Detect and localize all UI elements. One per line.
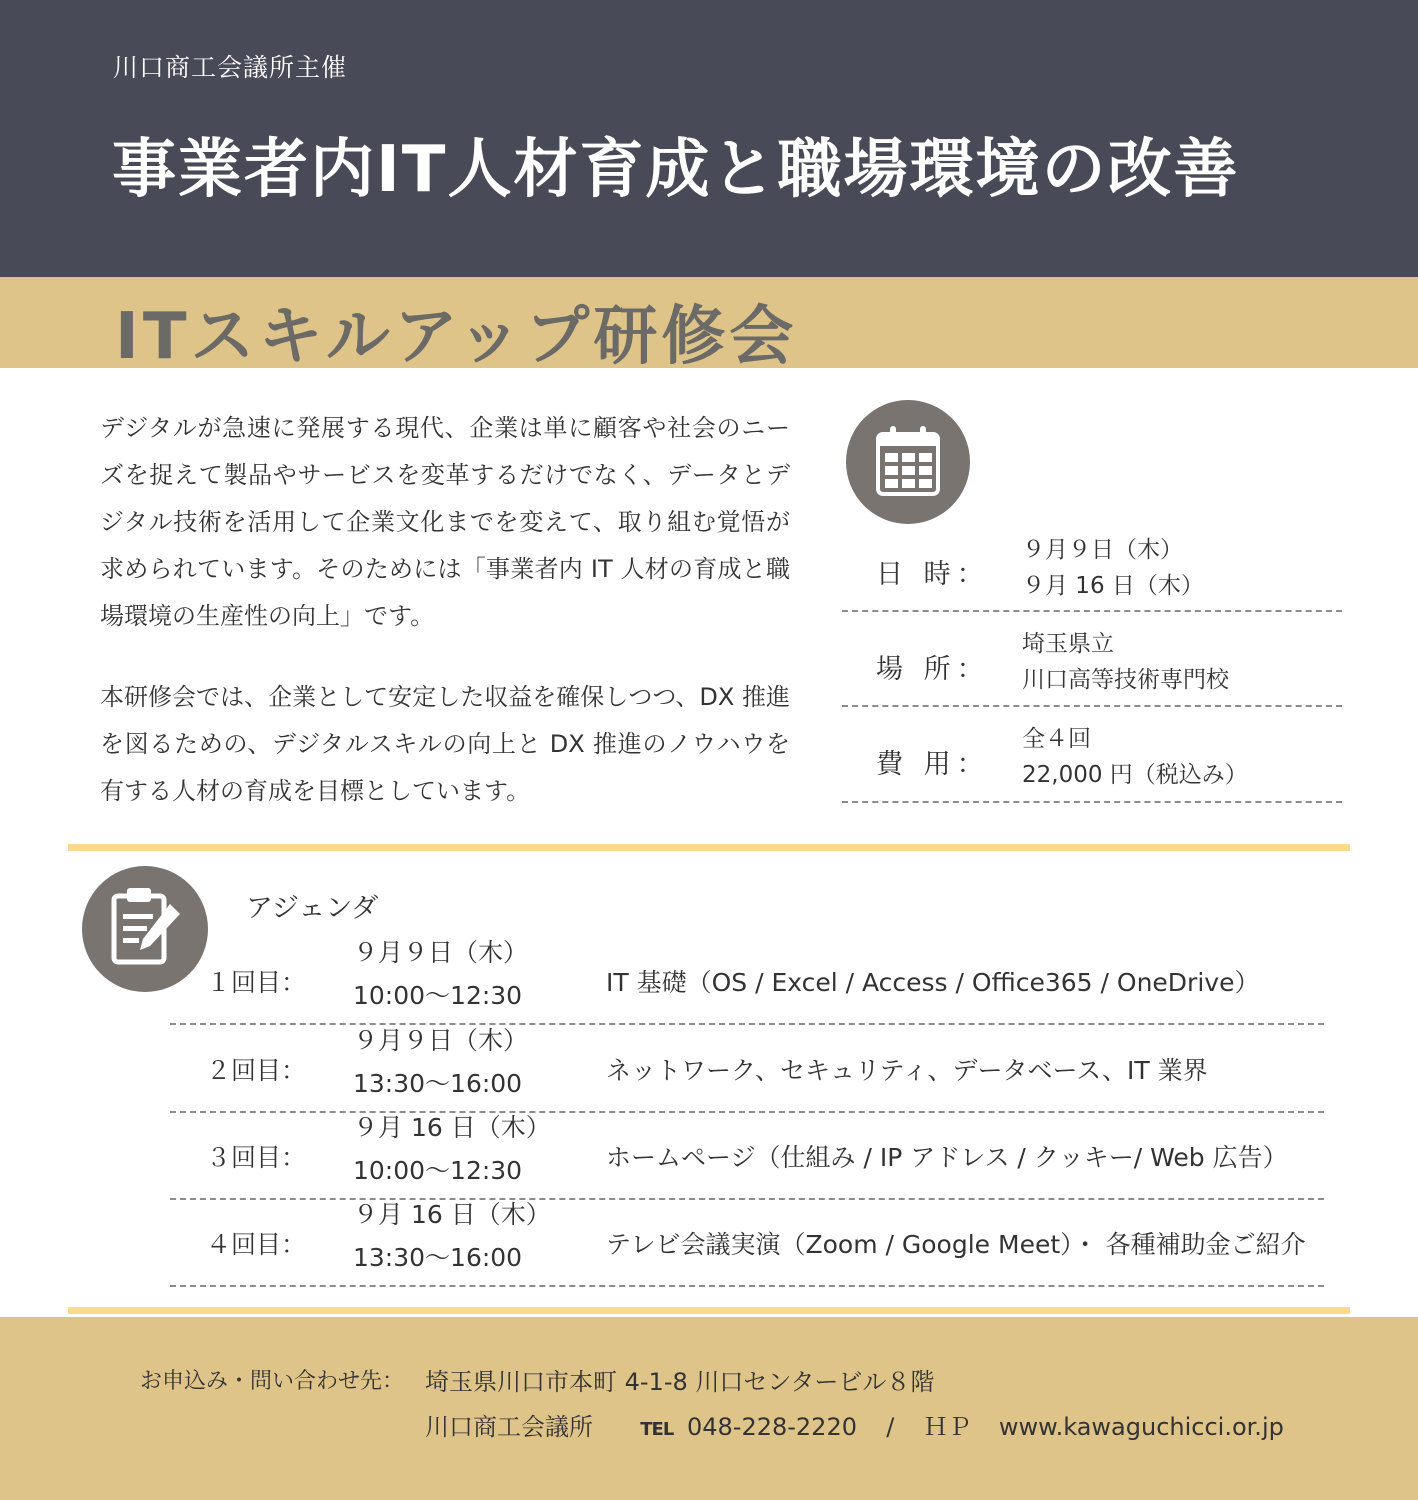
agenda-topic: IT 基礎（OS / Excel / Access / Office365 / OneDrive）	[606, 968, 1260, 997]
agenda-row-4	[170, 1199, 1324, 1287]
agenda-time: 13:30～16:00	[353, 1069, 523, 1098]
info-label-place: 場 所：	[876, 654, 990, 685]
main-title: 事業者内IT人材育成と職場環境の改善	[112, 133, 1240, 207]
hp-label: ＨＰ	[923, 1413, 972, 1441]
agenda-date: ９月９日（木）	[353, 938, 529, 967]
agenda-number: ４回目：	[206, 1230, 307, 1259]
intro-paragraph-2: 本研修会では、企業として安定した収益を確保しつつ、DX 推進を図るための、デジタルスキルの向上と DX 推進のノウハウを有する人材の育成を目標としています。	[100, 683, 790, 805]
info-row-fee	[842, 707, 1342, 803]
organizer-text: 川口商工会議所主催	[113, 53, 348, 82]
calendar-icon	[846, 400, 970, 524]
agenda-date: ９月 16 日（木）	[353, 1113, 551, 1142]
divider-bottom	[68, 1307, 1350, 1314]
intro-text	[100, 405, 790, 849]
agenda-title: アジェンダ	[246, 893, 379, 924]
agenda-time: 13:30～16:00	[353, 1243, 523, 1272]
agenda-row-3	[170, 1112, 1324, 1200]
agenda-time: 10:00～12:30	[353, 1156, 523, 1185]
agenda-row-2	[170, 1025, 1324, 1113]
contact-details	[425, 1407, 1284, 1442]
divider-top	[68, 844, 1350, 851]
agenda-datetime	[353, 1019, 528, 1105]
info-row-place	[842, 612, 1342, 707]
info-label-date: 日 時：	[876, 559, 990, 590]
agenda-number: １回目：	[206, 968, 307, 997]
contact-org: 川口商工会議所	[425, 1413, 593, 1441]
info-label-fee: 費 用：	[876, 749, 990, 780]
info-place-line1: 埼玉県立	[1022, 631, 1114, 657]
agenda-time: 10:00～12:30	[353, 981, 523, 1010]
agenda-row-1	[170, 937, 1324, 1025]
contact-separator: /	[886, 1413, 895, 1441]
agenda-date: ９月 16 日（木）	[353, 1200, 551, 1229]
info-date-line2: ９月 16 日（木）	[1022, 573, 1204, 599]
info-row-date	[842, 528, 1342, 612]
agenda-topic: ネットワーク、セキュリティ、データベース、IT 業界	[606, 1056, 1208, 1085]
contact-tel[interactable]: 048-228-2220	[686, 1413, 857, 1441]
tel-icon: TEL	[640, 1419, 674, 1440]
agenda-datetime	[353, 1106, 551, 1192]
agenda-topic: ホームページ（仕組み / IP アドレス / クッキー/ Web 広告）	[606, 1143, 1288, 1172]
info-place-line2: 川口高等技術専門校	[1022, 667, 1229, 693]
info-value-fee	[1022, 721, 1248, 793]
agenda-datetime	[353, 1193, 551, 1279]
info-value-date	[1022, 532, 1204, 604]
website-link[interactable]: www.kawaguchicci.or.jp	[998, 1413, 1284, 1441]
agenda-datetime	[353, 931, 528, 1017]
sub-title: ITスキルアップ研修会	[115, 300, 798, 374]
agenda-number: ３回目：	[206, 1143, 307, 1172]
agenda-topic: テレビ会議実演（Zoom / Google Meet）・ 各種補助金ご紹介	[606, 1230, 1306, 1259]
info-fee-line2: 22,000 円（税込み）	[1022, 762, 1248, 788]
agenda-date: ９月９日（木）	[353, 1026, 529, 1055]
agenda-number: ２回目：	[206, 1056, 307, 1085]
info-date-line1: ９月９日（木）	[1022, 537, 1183, 563]
info-value-place	[1022, 626, 1229, 698]
contact-label: お申込み・問い合わせ先：	[140, 1369, 405, 1394]
info-fee-line1: 全４回	[1022, 726, 1091, 752]
contact-address: 埼玉県川口市本町 4-1-8 川口センタービル８階	[425, 1368, 935, 1396]
intro-paragraph-1: デジタルが急速に発展する現代、企業は単に顧客や社会のニーズを捉えて製品やサービスを変革するだけでなく、データとデジタル技術を活用して企業文化までを変えて、取り組む覚悟が求められています。そのためには「事業者内 IT 人材の育成と職場環境の生産性の向上」です。	[100, 414, 790, 630]
